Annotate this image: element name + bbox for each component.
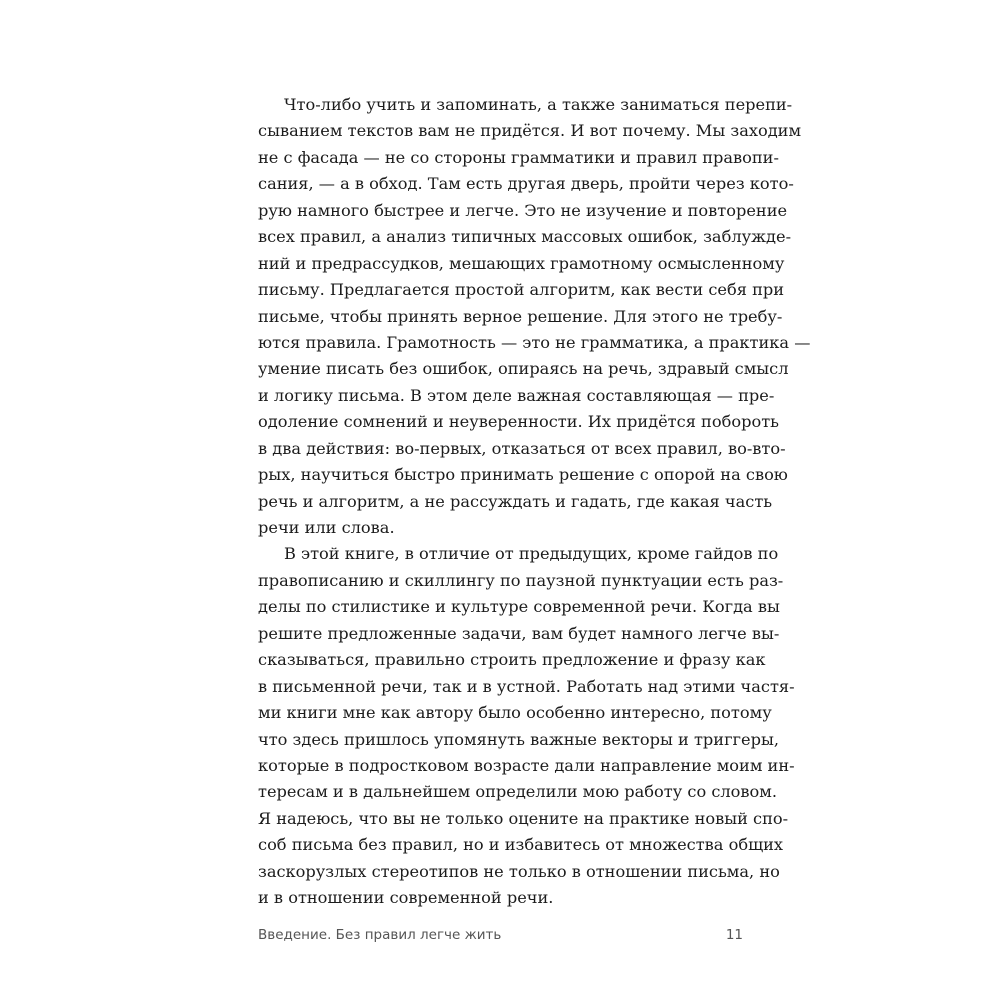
paragraph-1-first-line: Что-либо учить и запоминать, а также заниматься перепи-: [284, 95, 793, 114]
paragraph-2-first-line: В этой книге, в отличие от предыдущих, кроме гайдов по: [284, 544, 779, 564]
body-text: [258, 92, 811, 912]
text-line: правописанию и скиллингу по паузной пунктуации есть раз-: [258, 570, 784, 590]
text-line: в письменной речи, так и в устной. Работать над этими частя-: [258, 676, 795, 696]
text-line: тересам и в дальнейшем определили мою работу со словом.: [258, 782, 778, 802]
text-line: рых, научиться быстро принимать решение с опорой на свою: [258, 465, 788, 485]
text-line: письме, чтобы принять верное решение. Для этого не требу-: [258, 306, 783, 326]
text-line: сказываться, правильно строить предложение и фразу как: [258, 650, 766, 670]
text-line: одоление сомнений и неуверенности. Их придётся побороть: [258, 412, 779, 432]
text-line: рую намного быстрее и легче. Это не изучение и повторение: [258, 200, 788, 220]
text-line: всех правил, а анализ типичных массовых ошибок, заблужде-: [258, 227, 792, 247]
paragraph-2-last-line: и в отношении современной речи.: [258, 888, 554, 908]
text-line: сания, — а в обход. Там есть другая дверь, пройти через кото-: [258, 174, 794, 194]
text-line: сыванием текстов вам не придётся. И вот почему. Мы заходим: [258, 121, 802, 141]
text-line: ний и предрассудков, мешающих грамотному осмысленному: [258, 253, 785, 273]
text-line: и логику письма. В этом деле важная составляющая — пре-: [258, 385, 775, 405]
text-line: письму. Предлагается простой алгоритм, как вести себя при: [258, 280, 785, 300]
page-number: 11: [725, 927, 743, 943]
text-line: умение писать без ошибок, опираясь на речь, здравый смысл: [258, 359, 789, 379]
paragraph-1-last-line: речи или слова.: [258, 518, 395, 537]
text-line: которые в подростковом возрасте дали направление моим ин-: [258, 755, 795, 775]
text-line: ются правила. Грамотность — это не грамматика, а практика —: [258, 332, 811, 352]
text-line: заскорузлых стереотипов не только в отношении письма, но: [258, 861, 780, 881]
text-line: соб письма без правил, но и избавитесь от множества общих: [258, 835, 784, 855]
text-line: решите предложенные задачи, вам будет намного легче вы-: [258, 623, 780, 643]
text-line: не с фасада — не со стороны грамматики и правил правопи-: [258, 147, 779, 167]
text-line: Я надеюсь, что вы не только оцените на практике новый спо-: [258, 808, 789, 828]
text-line: в два действия: во-первых, отказаться от всех правил, во-вто-: [258, 438, 786, 458]
text-line: речь и алгоритм, а не рассуждать и гадать, где какая часть: [258, 491, 773, 511]
text-line: ми книги мне как автору было особенно интересно, потому: [258, 703, 772, 723]
text-line: делы по стилистике и культуре современной речи. Когда вы: [258, 597, 780, 617]
text-line: что здесь пришлось упомянуть важные векторы и триггеры,: [258, 729, 780, 749]
running-title: Введение. Без правил легче жить: [258, 927, 502, 943]
